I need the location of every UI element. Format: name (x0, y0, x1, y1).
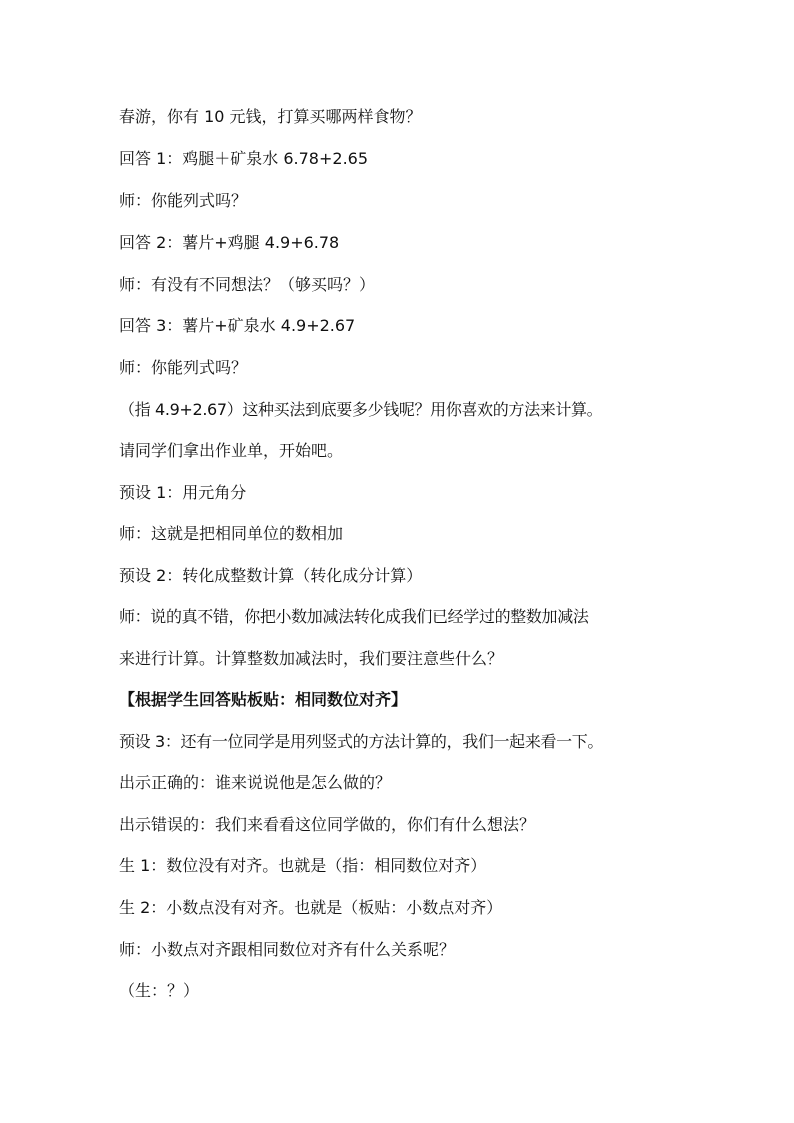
text-line: 预设 2：转化成整数计算（转化成分计算） (119, 566, 423, 585)
text-line: 回答 3：薯片+矿泉水 4.9+2.67 (119, 316, 356, 335)
text-line: 师：这就是把相同单位的数相加 (119, 524, 344, 543)
text-line: 师：有没有不同想法？（够买吗？） (119, 275, 376, 294)
text-line: 师：说的真不错，你把小数加减法转化成我们已经学过的整数加减法 (119, 607, 589, 626)
text-line: 回答 2：薯片+鸡腿 4.9+6.78 (119, 233, 340, 252)
text-line: 生 1：数位没有对齐。也就是（指：相同数位对齐） (119, 856, 487, 875)
text-line: 出示错误的：我们来看看这位同学做的，你们有什么想法？ (119, 815, 536, 834)
text-line: 师：你能列式吗？ (119, 191, 248, 210)
text-line: 春游，你有 10 元钱，打算买哪两样食物？ (119, 107, 422, 126)
text-line: 回答 1：鸡腿＋矿泉水 6.78+2.65 (119, 149, 369, 168)
text-line: 来进行计算。计算整数加减法时，我们要注意些什么？ (119, 649, 504, 668)
text-line: 预设 1：用元角分 (119, 483, 247, 502)
text-line: 【根据学生回答贴板贴：相同数位对齐】 (119, 690, 408, 709)
text-line: 生 2：小数点没有对齐。也就是（板贴：小数点对齐） (119, 898, 503, 917)
text-line: 请同学们拿出作业单，开始吧。 (119, 441, 344, 460)
text-line: 师：你能列式吗？ (119, 358, 248, 377)
text-line: 出示正确的：谁来说说他是怎么做的？ (119, 773, 392, 792)
text-line: 师：小数点对齐跟相同数位对齐有什么关系呢？ (119, 940, 456, 959)
text-line: 预设 3：还有一位同学是用列竖式的方法计算的，我们一起来看一下。 (119, 732, 604, 751)
text-line: （指 4.9+2.67）这种买法到底要多少钱呢？用你喜欢的方法来计算。 (119, 400, 603, 419)
text-line: （生：？） (119, 981, 200, 1000)
